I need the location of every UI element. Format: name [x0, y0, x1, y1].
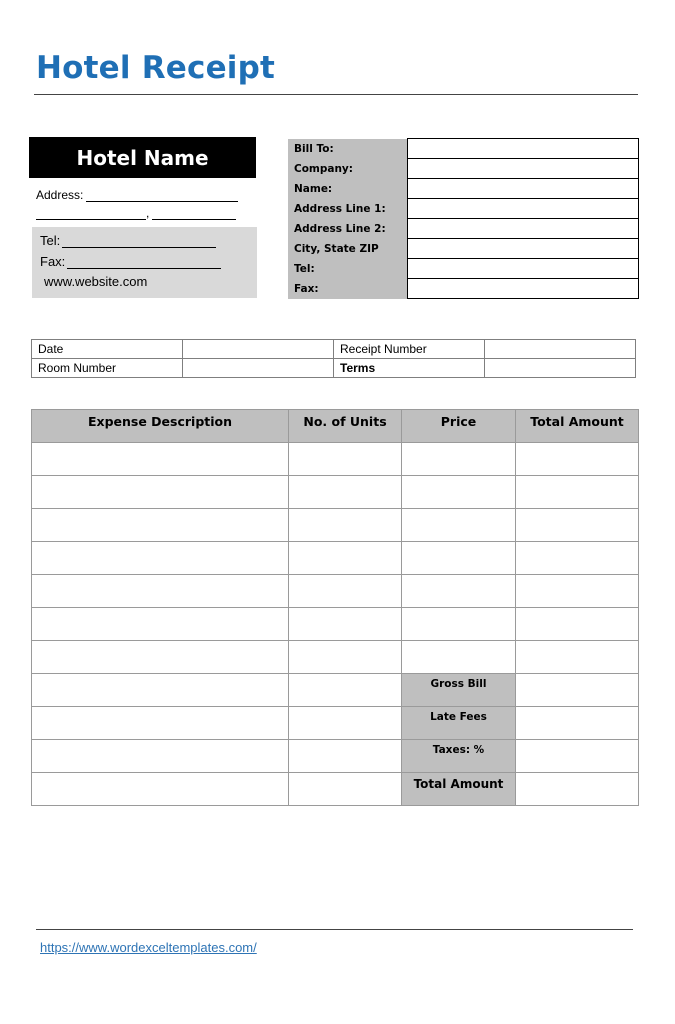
state-blank[interactable] — [152, 207, 236, 220]
amount-cell[interactable] — [516, 542, 639, 575]
tel-blank[interactable] — [62, 234, 216, 248]
bill-tel-label: Tel: — [288, 259, 407, 279]
table-row — [32, 575, 639, 608]
bill-to-row — [288, 239, 638, 259]
units-cell[interactable] — [289, 707, 402, 740]
address-blank[interactable] — [86, 189, 238, 202]
table-row — [32, 509, 639, 542]
tel-label: Tel: — [40, 233, 61, 248]
price-cell[interactable] — [402, 542, 516, 575]
info-row — [32, 359, 636, 378]
taxes-amount[interactable] — [516, 740, 639, 773]
table-row — [32, 443, 639, 476]
units-header: No. of Units — [289, 410, 402, 443]
expense-table — [31, 409, 639, 806]
amount-cell[interactable] — [516, 641, 639, 674]
late-fees-amount[interactable] — [516, 707, 639, 740]
city-state-zip-field[interactable] — [407, 239, 638, 259]
table-row — [32, 707, 639, 740]
city-blank[interactable] — [36, 207, 146, 220]
receipt-info-table — [31, 339, 636, 378]
info-row — [32, 340, 636, 359]
description-cell[interactable] — [32, 773, 289, 806]
amount-cell[interactable] — [516, 608, 639, 641]
units-cell[interactable] — [289, 575, 402, 608]
price-cell[interactable] — [402, 641, 516, 674]
address-line-1-label: Address Line 1: — [288, 199, 407, 219]
date-field[interactable] — [183, 340, 334, 359]
website-text: www.website.com — [44, 274, 148, 289]
price-cell[interactable] — [402, 575, 516, 608]
company-field[interactable] — [407, 159, 638, 179]
price-cell[interactable] — [402, 509, 516, 542]
bill-to-row — [288, 199, 638, 219]
expense-description-header: Expense Description — [32, 410, 289, 443]
table-row — [32, 674, 639, 707]
gross-bill-amount[interactable] — [516, 674, 639, 707]
address-row — [36, 188, 238, 202]
room-number-label: Room Number — [32, 359, 183, 378]
description-cell[interactable] — [32, 443, 289, 476]
description-cell[interactable] — [32, 740, 289, 773]
gross-bill-label: Gross Bill — [402, 674, 516, 707]
amount-cell[interactable] — [516, 476, 639, 509]
table-row — [32, 608, 639, 641]
bill-to-label: Bill To: — [288, 139, 407, 159]
units-cell[interactable] — [289, 773, 402, 806]
price-cell[interactable] — [402, 443, 516, 476]
price-cell[interactable] — [402, 476, 516, 509]
terms-field[interactable] — [485, 359, 636, 378]
bill-to-row — [288, 179, 638, 199]
name-field[interactable] — [407, 179, 638, 199]
price-header: Price — [402, 410, 516, 443]
address-label: Address: — [36, 188, 84, 202]
address-comma: , — [146, 206, 150, 220]
bill-to-row — [288, 219, 638, 239]
bill-tel-field[interactable] — [407, 259, 638, 279]
bill-fax-field[interactable] — [407, 279, 638, 299]
title-divider — [34, 94, 638, 95]
footer-link[interactable]: https://www.wordexceltemplates.com/ — [40, 940, 257, 955]
hotel-name-banner: Hotel Name — [29, 137, 256, 178]
bill-to-row — [288, 259, 638, 279]
description-cell[interactable] — [32, 476, 289, 509]
bill-to-row — [288, 279, 638, 299]
bill-to-row — [288, 159, 638, 179]
amount-cell[interactable] — [516, 575, 639, 608]
table-row — [32, 542, 639, 575]
table-row — [32, 641, 639, 674]
amount-cell[interactable] — [516, 443, 639, 476]
terms-label: Terms — [334, 359, 485, 378]
units-cell[interactable] — [289, 740, 402, 773]
description-cell[interactable] — [32, 509, 289, 542]
amount-cell[interactable] — [516, 509, 639, 542]
price-cell[interactable] — [402, 608, 516, 641]
room-number-field[interactable] — [183, 359, 334, 378]
units-cell[interactable] — [289, 641, 402, 674]
receipt-number-field[interactable] — [485, 340, 636, 359]
table-row — [32, 740, 639, 773]
units-cell[interactable] — [289, 608, 402, 641]
table-row — [32, 476, 639, 509]
address-line-1-field[interactable] — [407, 199, 638, 219]
tel-row — [40, 233, 216, 248]
contact-box — [32, 227, 257, 298]
company-label: Company: — [288, 159, 407, 179]
city-state-zip-label: City, State ZIP — [288, 239, 407, 259]
fax-label: Fax: — [40, 254, 66, 269]
expense-header-row — [32, 410, 639, 443]
description-cell[interactable] — [32, 641, 289, 674]
address-line-2-field[interactable] — [407, 219, 638, 239]
total-amount-header: Total Amount — [516, 410, 639, 443]
description-cell[interactable] — [32, 542, 289, 575]
units-cell[interactable] — [289, 542, 402, 575]
units-cell[interactable] — [289, 476, 402, 509]
description-cell[interactable] — [32, 575, 289, 608]
units-cell[interactable] — [289, 509, 402, 542]
name-label: Name: — [288, 179, 407, 199]
bill-to-row — [288, 139, 638, 159]
table-row — [32, 773, 639, 806]
total-amount-label: Total Amount — [402, 773, 516, 806]
bill-fax-label: Fax: — [288, 279, 407, 299]
receipt-number-label: Receipt Number — [334, 340, 485, 359]
footer-divider — [36, 929, 633, 930]
total-amount-value[interactable] — [516, 773, 639, 806]
address-row-2 — [36, 206, 236, 220]
fax-row — [40, 254, 221, 269]
address-line-2-label: Address Line 2: — [288, 219, 407, 239]
units-cell[interactable] — [289, 674, 402, 707]
description-cell[interactable] — [32, 707, 289, 740]
units-cell[interactable] — [289, 443, 402, 476]
description-cell[interactable] — [32, 674, 289, 707]
bill-to-field[interactable] — [407, 139, 638, 159]
fax-blank[interactable] — [67, 255, 221, 269]
date-label: Date — [32, 340, 183, 359]
description-cell[interactable] — [32, 608, 289, 641]
taxes-label: Taxes: % — [402, 740, 516, 773]
bill-to-table — [288, 138, 639, 299]
late-fees-label: Late Fees — [402, 707, 516, 740]
page-title: Hotel Receipt — [36, 50, 276, 86]
